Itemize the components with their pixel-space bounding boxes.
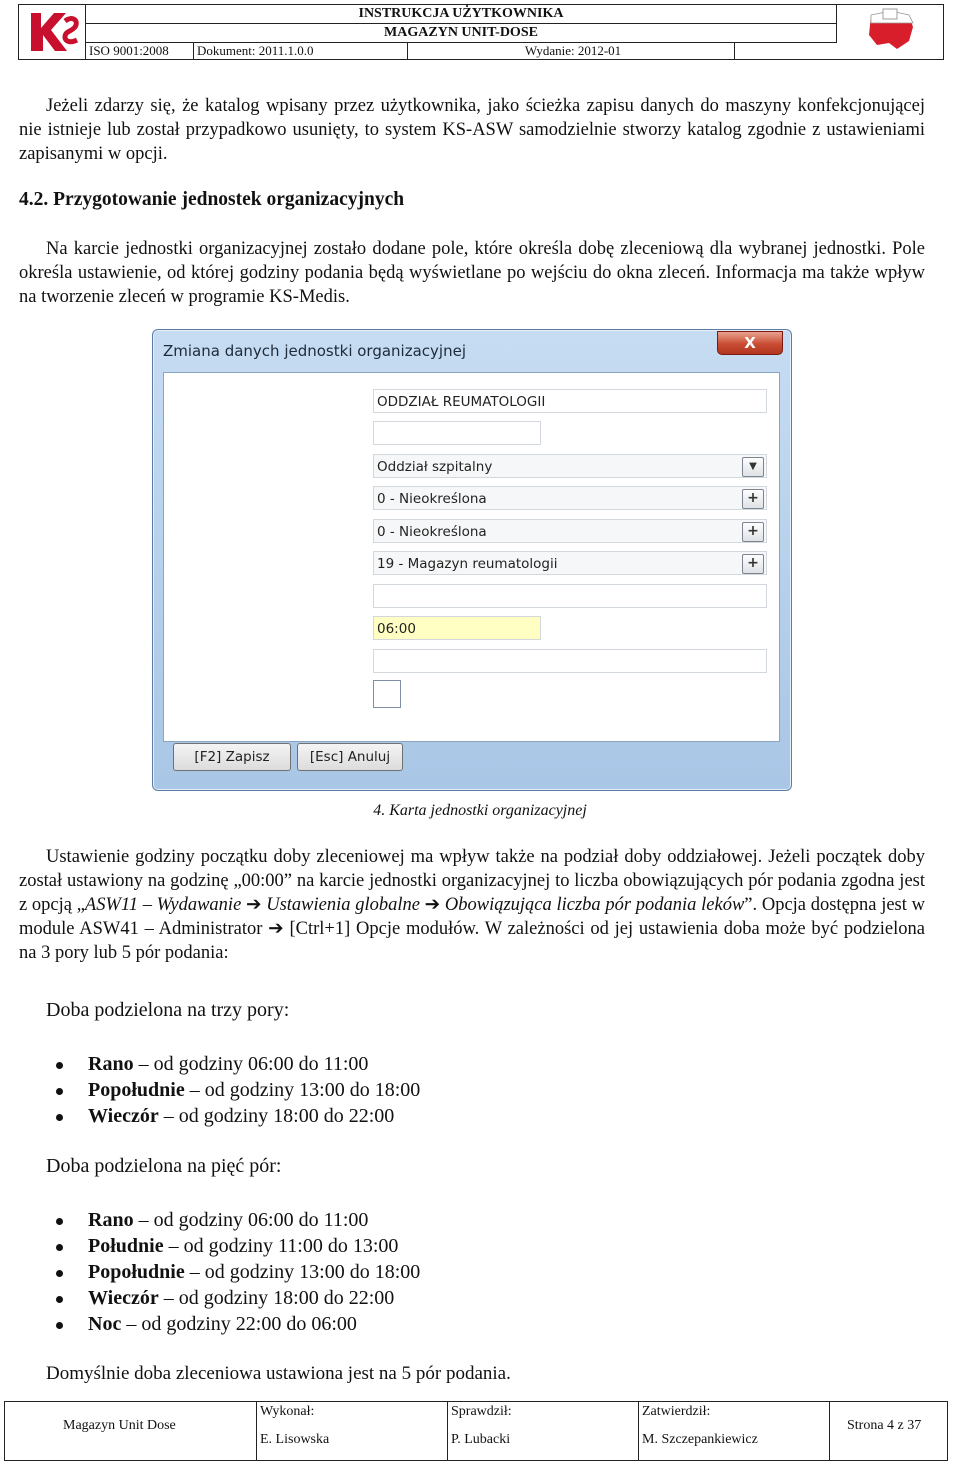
- period-range: – od godziny 22:00 do 06:00: [121, 1313, 357, 1335]
- day-start-input[interactable]: 06:00: [373, 616, 541, 640]
- plus-icon[interactable]: +: [742, 554, 764, 574]
- plus-icon[interactable]: +: [742, 489, 764, 509]
- symbol-input[interactable]: [373, 421, 541, 445]
- p2-text-2: ”. Opcja dostępna jest w module ASW41 – Administrator: [19, 895, 925, 939]
- intro-paragraph: [19, 94, 925, 166]
- document-title: [86, 5, 837, 43]
- p2-text-1: Ustawienie godziny początku doby zleceniowej ma wpływ także na podział doby oddziałowej. Jeżeli początek doby został ustawiony na godzinę „00:00” na karcie jednostki organizacyjnej to liczba obowiązujących pór podania zgodna jest z opcją „: [19, 847, 925, 915]
- three-periods-heading: Doba podzielona na trzy pory:: [46, 999, 290, 1021]
- type-select[interactable]: Oddział szpitalny: [373, 454, 767, 478]
- footer-approved-label: Zatwierdził:: [642, 1404, 711, 1419]
- period-range: – od godziny 06:00 do 11:00: [133, 1053, 369, 1075]
- remote-checkbox[interactable]: [373, 680, 401, 708]
- document-number: Dokument: 2011.1.0.0: [194, 43, 408, 59]
- list-item: [46, 1233, 420, 1259]
- save-button[interactable]: [F2] Zapisz: [173, 743, 291, 771]
- period-range: – od godziny 13:00 do 18:00: [184, 1261, 421, 1283]
- title-line-1: INSTRUKCJA UŻYTKOWNIKA: [86, 5, 836, 24]
- footer-made-label: Wykonał:: [260, 1404, 315, 1419]
- footer-checked-by: P. Lubacki: [451, 1432, 511, 1447]
- footer-made-cell: [257, 1402, 448, 1460]
- p2-option-asw11: ASW11: [84, 895, 138, 915]
- period-range: – od godziny 18:00 do 22:00: [158, 1287, 395, 1309]
- p2-option-global: Ustawienia globalne: [266, 895, 420, 915]
- period-name: Rano: [88, 1053, 134, 1075]
- period-name: Wieczór: [88, 1287, 159, 1309]
- list-item: [46, 1311, 420, 1337]
- list-item: [46, 1207, 420, 1233]
- list-item: [46, 1103, 420, 1129]
- p2-option-count: Obowiązująca liczba pór podania leków: [444, 895, 745, 915]
- iso-label: ISO 9001:2008: [86, 43, 194, 59]
- five-periods-list: [46, 1207, 420, 1337]
- figure-caption: 4. Karta jednostki organizacyjnej: [373, 802, 587, 819]
- footer-approved-by: M. Szczepankiewicz: [642, 1432, 758, 1447]
- period-range: – od godziny 18:00 do 22:00: [158, 1105, 395, 1127]
- three-periods-list: [46, 1051, 420, 1129]
- period-name: Noc: [88, 1313, 122, 1335]
- five-periods-heading: Doba podzielona na pięć pór:: [46, 1155, 282, 1177]
- period-name: Południe: [88, 1235, 164, 1257]
- footer-approved-cell: [639, 1402, 830, 1460]
- footer-checked-label: Sprawdził:: [451, 1404, 512, 1419]
- class-select[interactable]: 0 - Nieokreślona: [373, 486, 767, 510]
- page-number: Strona 4 z 37: [847, 1418, 922, 1433]
- footer-checked-cell: [448, 1402, 639, 1460]
- arrow-right-icon: ➔: [241, 895, 267, 915]
- title-line-2: MAGAZYN UNIT-DOSE: [384, 25, 538, 40]
- document-meta: [86, 43, 836, 59]
- footer-made-by: E. Lisowska: [260, 1432, 330, 1447]
- edition-date: Wydanie: 2012-01: [409, 43, 735, 59]
- day-division-paragraph: [19, 845, 925, 965]
- region-input[interactable]: [373, 649, 767, 673]
- section-title: 4.2. Przygotowanie jednostek organizacyjnych: [19, 189, 405, 210]
- period-range: – od godziny 11:00 do 13:00: [163, 1235, 399, 1257]
- intro-text: Jeżeli zdarzy się, że katalog wpisany przez użytkownika, jako ścieżka zapisu danych do maszyny konfekcjonującej nie istnieje lub został przypadkowo usunięty, to system KS-ASW samodzielnie stworzy katalog zgodnie z ustawieniami zapisanymi w opcji.: [19, 96, 925, 164]
- list-item: [46, 1051, 420, 1077]
- document-header: [18, 4, 944, 60]
- fk-account-input[interactable]: [373, 584, 767, 608]
- p2-text-3: [Ctrl+1] Opcje modułów. W zależności od jej ustawienia doba może być podzielona na 3 pory lub 5 pór podania:: [19, 919, 925, 963]
- cancel-button[interactable]: [Esc] Anuluj: [297, 743, 403, 771]
- arrow-right-icon: ➔: [419, 895, 445, 915]
- footer-product: Magazyn Unit Dose: [63, 1418, 176, 1433]
- period-name: Popołudnie: [88, 1261, 185, 1283]
- parent-unit-select[interactable]: 0 - Nieokreślona: [373, 519, 767, 543]
- period-name: Wieczór: [88, 1105, 159, 1127]
- period-name: Popołudnie: [88, 1079, 185, 1101]
- p2-option-issue: Wydawanie: [156, 895, 242, 915]
- footer-page-cell: [830, 1402, 946, 1460]
- plus-icon[interactable]: +: [742, 522, 764, 542]
- closing-sentence: Domyślnie doba zleceniowa ustawiona jest na 5 pór podania.: [46, 1363, 511, 1384]
- document-footer: [4, 1401, 948, 1461]
- list-item: [46, 1285, 420, 1311]
- dialog-form-panel: [163, 372, 780, 742]
- ks-logo-icon: [19, 5, 86, 59]
- chevron-down-icon[interactable]: ▼: [742, 457, 764, 477]
- p2-dash: –: [138, 895, 157, 915]
- arrow-right-icon: ➔: [268, 919, 290, 939]
- default-store-select[interactable]: 19 - Magazyn reumatologii: [373, 551, 767, 575]
- dialog-title: Zmiana danych jednostki organizacyjnej: [163, 342, 466, 360]
- poland-map-logo-icon: [837, 5, 943, 59]
- footer-product-cell: [5, 1402, 257, 1460]
- name-input[interactable]: ODDZIAŁ REUMATOLOGII: [373, 389, 767, 413]
- list-item: [46, 1077, 420, 1103]
- edit-unit-dialog: [152, 329, 792, 791]
- period-name: Rano: [88, 1209, 134, 1231]
- section-paragraph: [19, 237, 925, 309]
- section-text: Na karcie jednostki organizacyjnej zostało dodane pole, które określa dobę zleceniową dla wybranej jednostki. Pole określa ustawienie, od której godziny podania będą wyświetlane po wejściu do okna zleceń. Informacja ma także wpływ na tworzenie zleceń w programie KS-Medis.: [19, 239, 925, 307]
- close-button[interactable]: X: [717, 331, 783, 355]
- period-range: – od godziny 13:00 do 18:00: [184, 1079, 421, 1101]
- period-range: – od godziny 06:00 do 11:00: [133, 1209, 369, 1231]
- list-item: [46, 1259, 420, 1285]
